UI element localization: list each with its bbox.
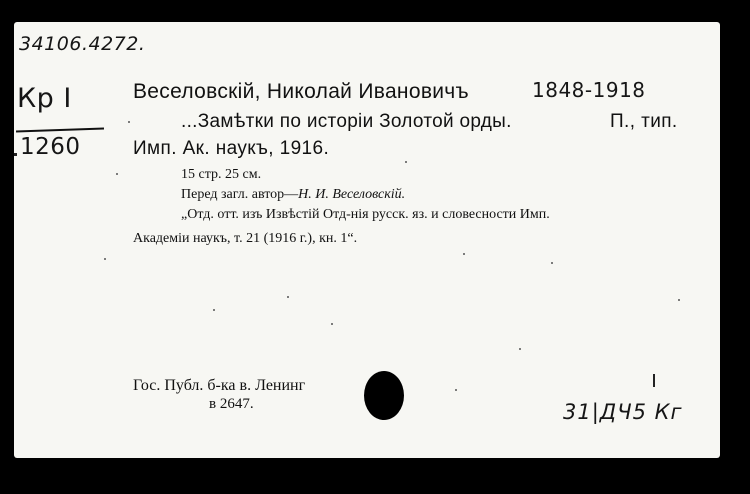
- speck: [455, 389, 457, 391]
- shelfmark-top: Кр І: [17, 83, 72, 114]
- author-note-prefix: Перед загл. автор—: [181, 187, 299, 202]
- speck: [405, 161, 407, 163]
- author-heading: Веселовскій, Николай Ивановичъ: [133, 80, 469, 103]
- handwritten-call-code: 31|ДЧ5 Кг: [563, 400, 683, 424]
- pages-size: 15 стр. 25 см.: [181, 167, 262, 182]
- speck: [287, 296, 289, 298]
- inventory-number: 34106.4272.: [19, 33, 146, 55]
- pencil-tick: [653, 374, 655, 387]
- ink-dot: [14, 153, 17, 156]
- speck: [519, 348, 521, 350]
- speck: [104, 258, 106, 260]
- punch-hole: [364, 371, 404, 420]
- speck: [678, 299, 680, 301]
- publisher-year: Имп. Ак. наукъ, 1916.: [133, 138, 330, 159]
- library-stamp-line-1: Гос. Публ. б-ка в. Ленинг: [133, 377, 306, 394]
- library-stamp-line-2: в 2647.: [209, 396, 254, 412]
- speck: [213, 309, 215, 311]
- book-title: ...Замѣтки по исторіи Золотой орды.: [181, 111, 512, 132]
- speck: [116, 173, 118, 175]
- speck: [331, 323, 333, 325]
- speck: [463, 253, 465, 255]
- author-years: 1848-1918: [532, 78, 646, 102]
- author-note: [181, 187, 405, 203]
- shelfmark-bottom: 1260: [20, 134, 81, 160]
- source-note-line-2: Академіи наукъ, т. 21 (1916 г.), кн. 1“.: [133, 231, 358, 246]
- source-note-line-1: „Отд. отт. изъ Извѣстій Отд-нія русск. яз. и словесности Имп.: [181, 207, 550, 222]
- speck: [128, 121, 130, 123]
- speck: [551, 262, 553, 264]
- author-note-name: Н. И. Веселовскій.: [298, 187, 406, 202]
- publication-place: П., тип.: [610, 111, 678, 132]
